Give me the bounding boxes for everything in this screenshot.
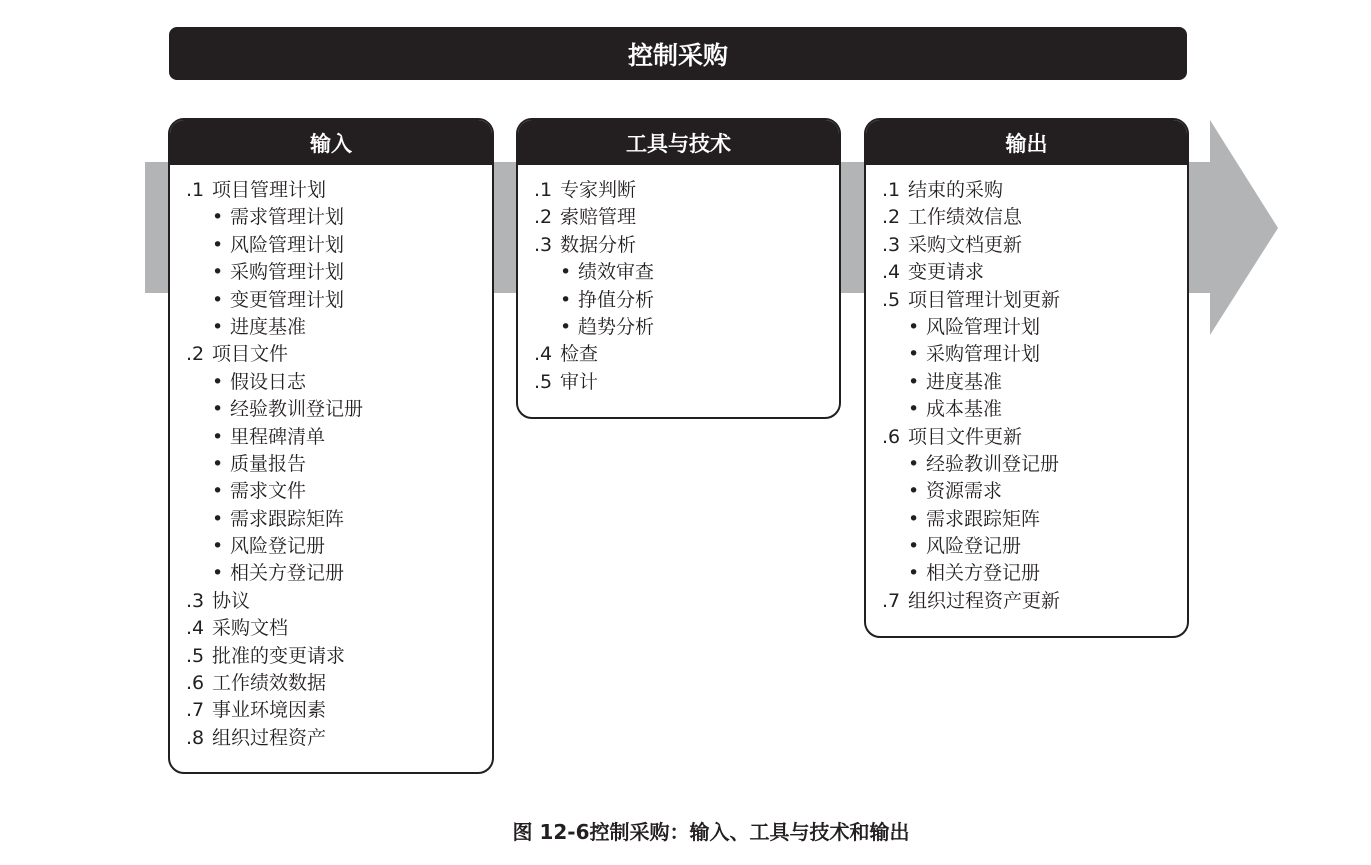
item-text: 组织过程资产 bbox=[212, 726, 327, 749]
list-subitem bbox=[882, 451, 1187, 478]
item-text: 采购文档 bbox=[212, 617, 289, 640]
item-text: 需求跟踪矩阵 bbox=[230, 507, 345, 530]
item-text: 风险管理计划 bbox=[926, 315, 1041, 338]
item-text: 批准的变更请求 bbox=[212, 644, 346, 667]
list-subitem bbox=[186, 451, 492, 478]
list-subitem bbox=[186, 232, 492, 259]
item-number: .3 bbox=[882, 233, 901, 256]
bullet: • bbox=[212, 425, 224, 448]
list-subitem bbox=[534, 314, 839, 341]
inputs-header: 输入 bbox=[170, 120, 492, 165]
list-item bbox=[186, 177, 492, 204]
list-item bbox=[882, 204, 1187, 231]
diagram-title: 控制采购 bbox=[169, 27, 1187, 80]
list-item bbox=[186, 697, 492, 724]
list-subitem bbox=[882, 369, 1187, 396]
list-item bbox=[534, 369, 839, 396]
bullet: • bbox=[560, 315, 572, 338]
item-number: .2 bbox=[186, 343, 205, 366]
list-item bbox=[882, 588, 1187, 615]
list-item bbox=[186, 725, 492, 752]
list-item bbox=[882, 177, 1187, 204]
item-text: 结束的采购 bbox=[908, 179, 1004, 201]
item-number: .8 bbox=[186, 726, 205, 749]
item-text: 检查 bbox=[560, 343, 599, 366]
item-number: .6 bbox=[186, 672, 205, 695]
bullet: • bbox=[908, 562, 920, 585]
outputs-box bbox=[864, 118, 1189, 638]
tools-techniques-box bbox=[516, 118, 841, 419]
bullet: • bbox=[212, 315, 224, 338]
list-item bbox=[882, 232, 1187, 259]
item-text: 需求管理计划 bbox=[230, 206, 345, 229]
item-text: 成本基准 bbox=[926, 398, 1003, 421]
item-text: 协议 bbox=[212, 589, 251, 612]
list-subitem bbox=[186, 560, 492, 587]
item-text: 工作绩效信息 bbox=[908, 206, 1023, 229]
list-item bbox=[186, 588, 492, 615]
item-text: 资源需求 bbox=[926, 480, 1003, 503]
item-text: 里程碑清单 bbox=[230, 425, 326, 448]
bullet: • bbox=[212, 206, 224, 229]
bullet: • bbox=[908, 535, 920, 558]
item-number: .4 bbox=[882, 261, 901, 284]
item-text: 变更管理计划 bbox=[230, 288, 345, 311]
bullet: • bbox=[908, 507, 920, 530]
list-subitem bbox=[186, 314, 492, 341]
list-item bbox=[186, 615, 492, 642]
item-number: .5 bbox=[882, 288, 901, 311]
item-text: 绩效审查 bbox=[578, 261, 655, 284]
item-text: 事业环境因素 bbox=[212, 699, 327, 722]
list-subitem bbox=[186, 506, 492, 533]
item-text: 进度基准 bbox=[926, 370, 1003, 393]
bullet: • bbox=[212, 562, 224, 585]
item-number: .4 bbox=[534, 343, 553, 366]
list-subitem bbox=[186, 478, 492, 505]
tools-techniques-list bbox=[518, 165, 839, 396]
item-text: 专家判断 bbox=[560, 179, 637, 201]
bullet: • bbox=[212, 452, 224, 475]
bullet: • bbox=[212, 370, 224, 393]
list-item bbox=[882, 259, 1187, 286]
item-text: 进度基准 bbox=[230, 315, 307, 338]
bullet: • bbox=[212, 507, 224, 530]
bullet: • bbox=[212, 398, 224, 421]
item-number: .4 bbox=[186, 617, 205, 640]
list-subitem bbox=[186, 424, 492, 451]
list-subitem bbox=[882, 506, 1187, 533]
list-item bbox=[186, 341, 492, 368]
list-subitem bbox=[882, 314, 1187, 341]
list-subitem bbox=[186, 396, 492, 423]
item-number: .1 bbox=[882, 179, 901, 201]
item-text: 工作绩效数据 bbox=[212, 672, 327, 695]
item-text: 项目文件 bbox=[212, 343, 289, 366]
item-text: 相关方登记册 bbox=[926, 562, 1041, 585]
inputs-list bbox=[170, 165, 492, 752]
item-text: 需求文件 bbox=[230, 480, 307, 503]
list-subitem bbox=[882, 560, 1187, 587]
bullet: • bbox=[908, 480, 920, 503]
item-text: 项目管理计划更新 bbox=[908, 288, 1061, 311]
item-number: .7 bbox=[882, 589, 901, 612]
item-number: .6 bbox=[882, 425, 901, 448]
list-item bbox=[534, 232, 839, 259]
list-item bbox=[882, 287, 1187, 314]
bullet: • bbox=[212, 288, 224, 311]
bullet: • bbox=[560, 288, 572, 311]
item-text: 项目文件更新 bbox=[908, 425, 1023, 448]
list-item bbox=[186, 643, 492, 670]
list-subitem bbox=[186, 533, 492, 560]
item-number: .7 bbox=[186, 699, 205, 722]
list-subitem bbox=[186, 204, 492, 231]
item-text: 采购文档更新 bbox=[908, 233, 1023, 256]
bullet: • bbox=[908, 315, 920, 338]
list-subitem bbox=[534, 287, 839, 314]
bullet: • bbox=[212, 233, 224, 256]
item-text: 采购管理计划 bbox=[230, 261, 345, 284]
inputs-box bbox=[168, 118, 494, 774]
item-number: .1 bbox=[534, 179, 553, 201]
bullet: • bbox=[212, 480, 224, 503]
item-number: .3 bbox=[186, 589, 205, 612]
item-text: 风险登记册 bbox=[230, 535, 326, 558]
item-text: 经验教训登记册 bbox=[230, 398, 364, 421]
list-subitem bbox=[882, 533, 1187, 560]
bullet: • bbox=[212, 261, 224, 284]
bullet: • bbox=[908, 343, 920, 366]
item-text: 变更请求 bbox=[908, 261, 985, 284]
item-text: 风险管理计划 bbox=[230, 233, 345, 256]
item-text: 组织过程资产更新 bbox=[908, 589, 1061, 612]
item-text: 数据分析 bbox=[560, 233, 637, 256]
item-text: 采购管理计划 bbox=[926, 343, 1041, 366]
bullet: • bbox=[908, 452, 920, 475]
item-number: .2 bbox=[882, 206, 901, 229]
list-item bbox=[534, 341, 839, 368]
item-number: .5 bbox=[186, 644, 205, 667]
item-text: 需求跟踪矩阵 bbox=[926, 507, 1041, 530]
item-text: 相关方登记册 bbox=[230, 562, 345, 585]
bullet: • bbox=[908, 370, 920, 393]
figure-caption: 图 12-6控制采购：输入、工具与技术和输出 bbox=[512, 820, 910, 844]
item-text: 审计 bbox=[560, 370, 599, 393]
list-subitem bbox=[186, 259, 492, 286]
bullet: • bbox=[908, 398, 920, 421]
tools-techniques-header: 工具与技术 bbox=[518, 120, 839, 165]
list-item bbox=[882, 424, 1187, 451]
item-number: .5 bbox=[534, 370, 553, 393]
list-item bbox=[534, 204, 839, 231]
item-text: 挣值分析 bbox=[578, 288, 655, 311]
list-subitem bbox=[186, 369, 492, 396]
bullet: • bbox=[560, 261, 572, 284]
item-number: .3 bbox=[534, 233, 553, 256]
item-number: .1 bbox=[186, 179, 205, 201]
list-subitem bbox=[534, 259, 839, 286]
list-subitem bbox=[882, 341, 1187, 368]
item-text: 风险登记册 bbox=[926, 535, 1022, 558]
item-text: 趋势分析 bbox=[578, 315, 655, 338]
item-number: .2 bbox=[534, 206, 553, 229]
outputs-header: 输出 bbox=[866, 120, 1187, 165]
item-text: 项目管理计划 bbox=[212, 179, 327, 201]
list-subitem bbox=[186, 287, 492, 314]
item-text: 质量报告 bbox=[230, 452, 307, 475]
item-text: 索赔管理 bbox=[560, 206, 637, 229]
list-item bbox=[534, 177, 839, 204]
item-text: 假设日志 bbox=[230, 370, 307, 393]
bullet: • bbox=[212, 535, 224, 558]
outputs-list bbox=[866, 165, 1187, 615]
list-subitem bbox=[882, 478, 1187, 505]
list-item bbox=[186, 670, 492, 697]
list-subitem bbox=[882, 396, 1187, 423]
item-text: 经验教训登记册 bbox=[926, 452, 1060, 475]
